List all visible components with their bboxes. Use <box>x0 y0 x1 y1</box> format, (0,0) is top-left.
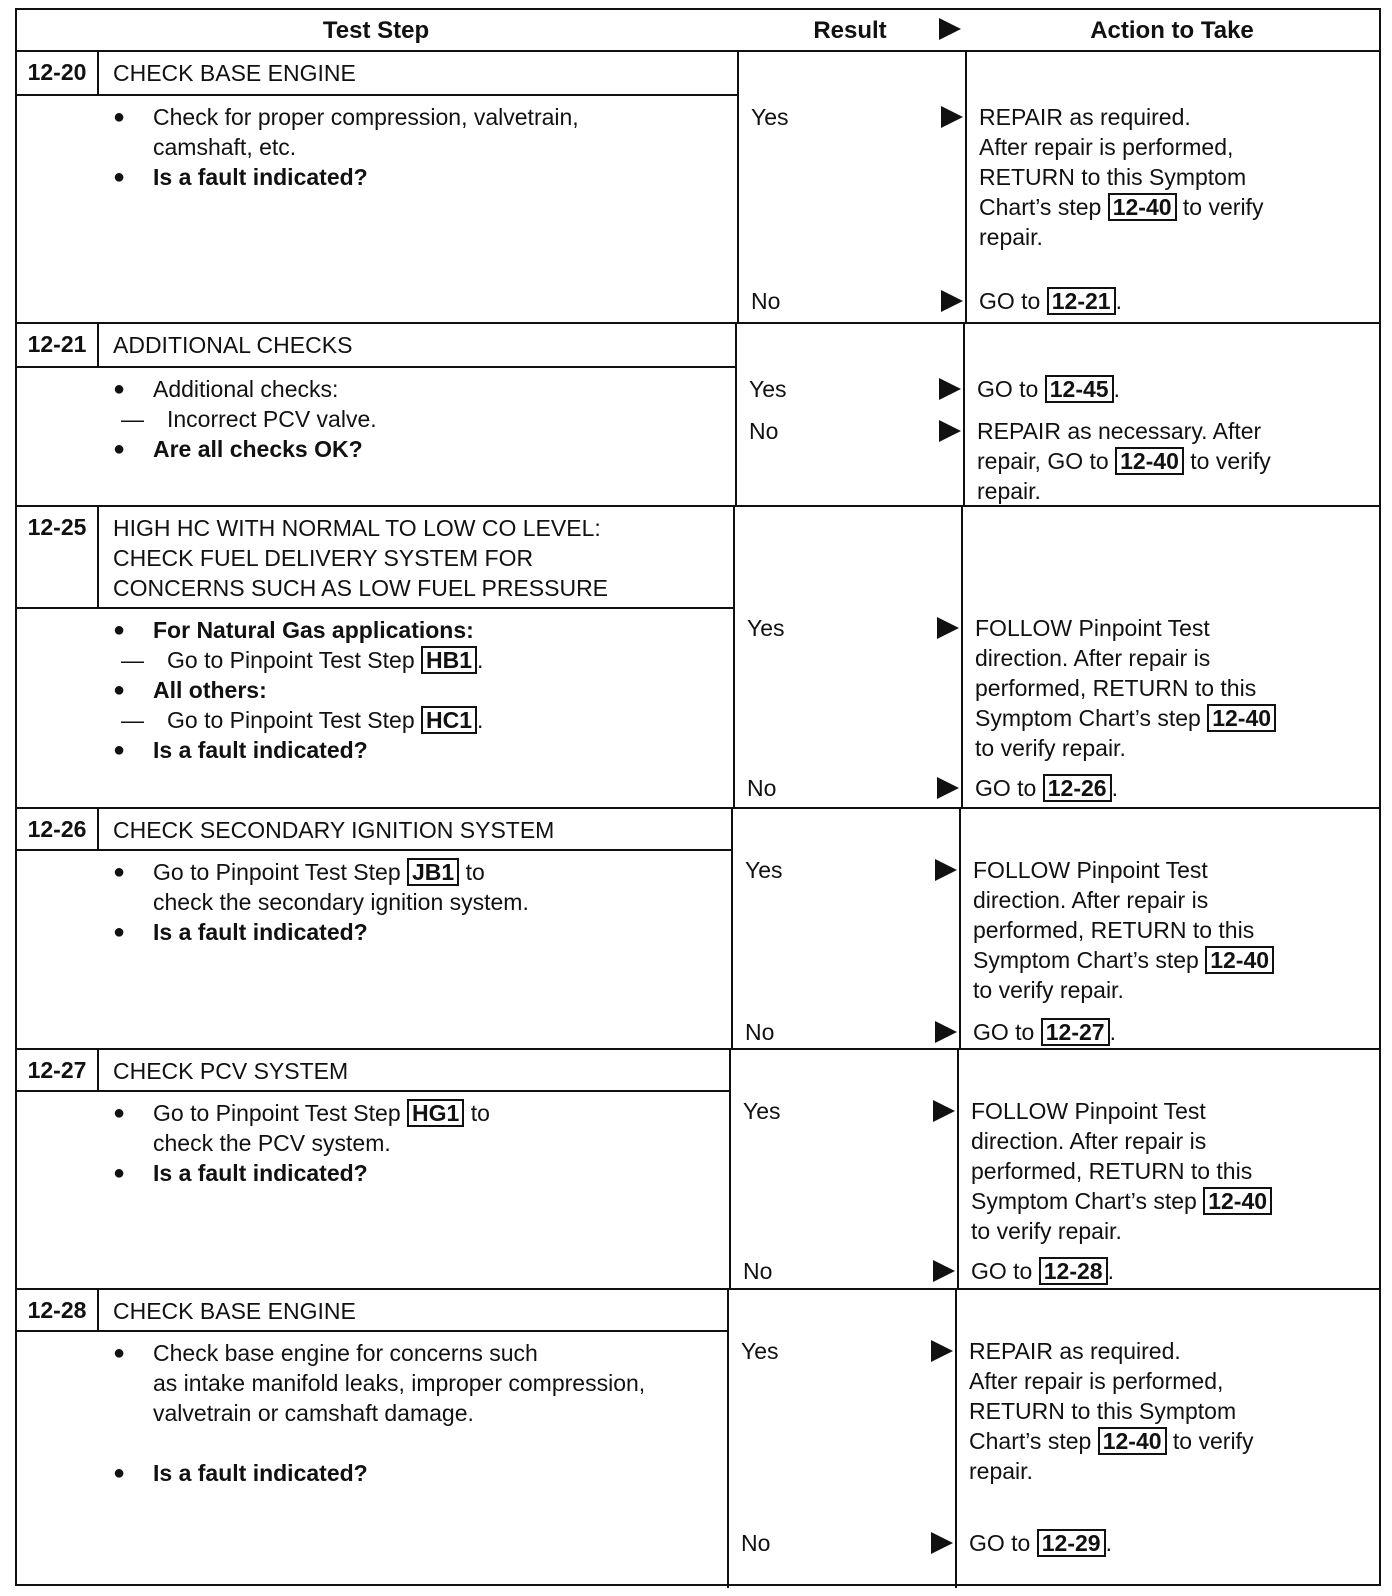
step-number: 12-20 <box>17 52 99 94</box>
result-arrow-icon <box>933 1100 955 1122</box>
action-text <box>969 1336 1253 1486</box>
step-title: CHECK BASE ENGINE <box>113 60 356 86</box>
result-arrow-icon <box>931 1340 953 1362</box>
action-line: GO to 12-21 . <box>979 288 1122 314</box>
action-line: GO to 12-26 . <box>975 775 1118 801</box>
column-divider <box>737 52 739 322</box>
step-instructions <box>107 1098 490 1188</box>
action-line: RETURN to this Symptom <box>979 164 1247 190</box>
step-reference-link[interactable]: 12-40 <box>1115 447 1184 475</box>
step-title: CHECK BASE ENGINE <box>113 1298 356 1324</box>
action-line: repair. <box>969 1458 1033 1484</box>
step-reference-link[interactable]: HG1 <box>407 1099 464 1127</box>
step-instructions <box>107 615 483 765</box>
action-line: FOLLOW Pinpoint Test <box>975 615 1210 641</box>
action-line: direction. After repair is <box>973 887 1209 913</box>
step-reference-link[interactable]: 12-29 <box>1037 1529 1106 1557</box>
step-number: 12-21 <box>17 324 99 366</box>
step-reference-link[interactable]: 12-40 <box>1207 704 1276 732</box>
step-reference-link[interactable]: 12-40 <box>1205 946 1274 974</box>
sub-item: — Incorrect PCV valve. <box>107 404 377 434</box>
action-line: performed, RETURN to this <box>975 675 1257 701</box>
action-text <box>979 286 1122 316</box>
result-arrow-icon <box>935 1021 957 1043</box>
action-text <box>977 416 1271 506</box>
result-label: No <box>747 775 777 801</box>
action-line: GO to 12-28 . <box>971 1258 1114 1284</box>
action-line: RETURN to this Symptom <box>969 1398 1237 1424</box>
column-divider <box>729 1050 731 1290</box>
action-line: REPAIR as necessary. After <box>977 418 1262 444</box>
header-test-step: Test Step <box>322 17 430 44</box>
step-reference-link[interactable]: 12-40 <box>1203 1187 1272 1215</box>
result-label: No <box>743 1258 773 1284</box>
column-divider <box>731 809 733 1050</box>
action-line: Chart’s step 12-40 to verify <box>979 194 1264 220</box>
bullet-item: ● Go to Pinpoint Test Step JB1 to check the secondary ignition system. <box>107 857 529 917</box>
action-line: repair, GO to 12-40 to verify <box>977 448 1271 474</box>
step-title: HIGH HC WITH NORMAL TO LOW CO LEVEL: CHECK FUEL DELIVERY SYSTEM FOR CONCERNS SUCH AS LOW FUEL PRESSURE <box>113 515 609 601</box>
action-line: REPAIR as required. <box>969 1338 1181 1364</box>
bullet-item: ● Is a fault indicated? <box>107 1458 645 1488</box>
column-divider <box>959 809 961 1050</box>
action-line: performed, RETURN to this <box>971 1158 1253 1184</box>
result-label: Yes <box>749 376 787 402</box>
action-line: FOLLOW Pinpoint Test <box>971 1098 1206 1124</box>
column-divider <box>961 507 963 809</box>
action-text <box>971 1256 1114 1286</box>
action-line: GO to 12-45 . <box>977 376 1120 402</box>
column-divider <box>955 1290 957 1588</box>
action-line: Chart’s step 12-40 to verify <box>969 1428 1254 1454</box>
test-step-row <box>17 807 1379 1050</box>
action-line: Symptom Chart’s step 12-40 <box>973 945 1274 975</box>
step-instructions <box>107 1338 645 1488</box>
action-text <box>977 374 1120 404</box>
result-arrow-icon <box>935 859 957 881</box>
bullet-item: ● For Natural Gas applications: <box>107 615 483 645</box>
bullet-item: ● All others: <box>107 675 483 705</box>
step-instructions <box>107 374 377 464</box>
sub-item: — Go to Pinpoint Test Step HB1 . <box>107 645 483 675</box>
action-text <box>971 1096 1272 1246</box>
step-title: ADDITIONAL CHECKS <box>113 332 353 358</box>
step-title: CHECK SECONDARY IGNITION SYSTEM <box>113 817 555 843</box>
test-step-row <box>17 1288 1379 1588</box>
result-arrow-icon <box>933 1260 955 1282</box>
action-text <box>969 1528 1112 1558</box>
column-divider <box>735 324 737 507</box>
step-title-box <box>17 1050 729 1092</box>
bullet-item: ● Is a fault indicated? <box>107 1158 490 1188</box>
step-number: 12-26 <box>17 809 99 849</box>
step-instructions <box>107 857 529 947</box>
action-line: to verify repair. <box>971 1218 1122 1244</box>
result-arrow-icon <box>941 290 963 312</box>
step-reference-link[interactable]: 12-26 <box>1043 774 1112 802</box>
result-label: Yes <box>741 1338 779 1364</box>
step-reference-link[interactable]: 12-45 <box>1045 375 1114 403</box>
action-line: to verify repair. <box>975 735 1126 761</box>
step-reference-link[interactable]: HB1 <box>421 646 477 674</box>
action-line: GO to 12-29 . <box>969 1530 1112 1556</box>
action-line: Symptom Chart’s step 12-40 <box>971 1186 1272 1216</box>
action-line: direction. After repair is <box>975 645 1211 671</box>
step-reference-link[interactable]: 12-28 <box>1039 1257 1108 1285</box>
test-step-row <box>17 505 1379 809</box>
step-number: 12-28 <box>17 1290 99 1330</box>
result-label: No <box>751 288 781 314</box>
result-label: No <box>741 1530 771 1556</box>
step-title-box <box>17 324 735 368</box>
action-text <box>975 613 1276 763</box>
result-label: Yes <box>747 615 785 641</box>
step-reference-link[interactable]: 12-21 <box>1047 287 1116 315</box>
action-line: performed, RETURN to this <box>973 917 1255 943</box>
action-line: repair. <box>977 478 1041 504</box>
action-line: repair. <box>979 224 1043 250</box>
step-title-box <box>17 52 737 96</box>
action-line: Symptom Chart’s step 12-40 <box>975 703 1276 733</box>
column-divider <box>965 52 967 322</box>
action-line: FOLLOW Pinpoint Test <box>973 857 1208 883</box>
bullet-item: ● Go to Pinpoint Test Step HG1 to check the PCV system. <box>107 1098 490 1158</box>
bullet-item: ● Is a fault indicated? <box>107 162 579 192</box>
bullet-item: ● Check base engine for concerns such as intake manifold leaks, improper compression, valvetrain or camshaft damage. <box>107 1338 645 1428</box>
action-text <box>975 773 1118 803</box>
action-line: After repair is performed, <box>979 134 1234 160</box>
step-title: CHECK PCV SYSTEM <box>113 1058 349 1084</box>
result-label: No <box>745 1019 775 1045</box>
result-label: No <box>749 418 779 444</box>
action-line: direction. After repair is <box>971 1128 1207 1154</box>
result-arrow-icon <box>937 617 959 639</box>
test-step-row <box>17 1048 1379 1290</box>
bullet-item: ● Additional checks: <box>107 374 377 404</box>
action-line: After repair is performed, <box>969 1368 1224 1394</box>
step-reference-link[interactable]: 12-40 <box>1108 193 1177 221</box>
step-reference-link[interactable]: 12-40 <box>1098 1427 1167 1455</box>
column-divider <box>733 507 735 809</box>
action-text <box>973 855 1274 1005</box>
action-line: GO to 12-27 . <box>973 1019 1116 1045</box>
step-reference-link[interactable]: JB1 <box>407 858 459 886</box>
header-result-label: Result <box>813 17 887 44</box>
action-line: to verify repair. <box>973 977 1124 1003</box>
column-divider <box>957 1050 959 1290</box>
action-text <box>979 102 1263 252</box>
step-title-box <box>17 1290 727 1332</box>
step-title-box <box>17 809 731 851</box>
result-arrow-icon <box>939 378 961 400</box>
result-arrow-icon <box>931 1532 953 1554</box>
bullet-item: ● Are all checks OK? <box>107 434 377 464</box>
result-label: Yes <box>743 1098 781 1124</box>
bullet-item: ● Check for proper compression, valvetrain, camshaft, etc. <box>107 102 579 162</box>
step-title-box <box>17 507 733 609</box>
result-label: Yes <box>751 104 789 130</box>
action-text <box>973 1017 1116 1047</box>
step-reference-link[interactable]: 12-27 <box>1041 1018 1110 1046</box>
action-line: REPAIR as required. <box>979 104 1191 130</box>
header-arrow-icon <box>939 18 961 40</box>
step-number: 12-27 <box>17 1050 99 1090</box>
result-arrow-icon <box>939 420 961 442</box>
result-arrow-icon <box>937 777 959 799</box>
bullet-item: ● Is a fault indicated? <box>107 735 483 765</box>
column-divider <box>963 324 965 507</box>
spacer <box>107 1428 645 1458</box>
test-step-row <box>17 52 1379 322</box>
step-instructions <box>107 102 579 192</box>
header-action: Action to Take <box>1090 17 1254 44</box>
sub-item: — Go to Pinpoint Test Step HC1 . <box>107 705 483 735</box>
bullet-item: ● Is a fault indicated? <box>107 917 529 947</box>
header-result <box>737 10 963 52</box>
result-label: Yes <box>745 857 783 883</box>
result-arrow-icon <box>941 106 963 128</box>
column-divider <box>727 1290 729 1588</box>
step-number: 12-25 <box>17 507 99 607</box>
test-step-row <box>17 322 1379 507</box>
step-reference-link[interactable]: HC1 <box>421 706 477 734</box>
symptom-chart-table <box>15 8 1381 1586</box>
